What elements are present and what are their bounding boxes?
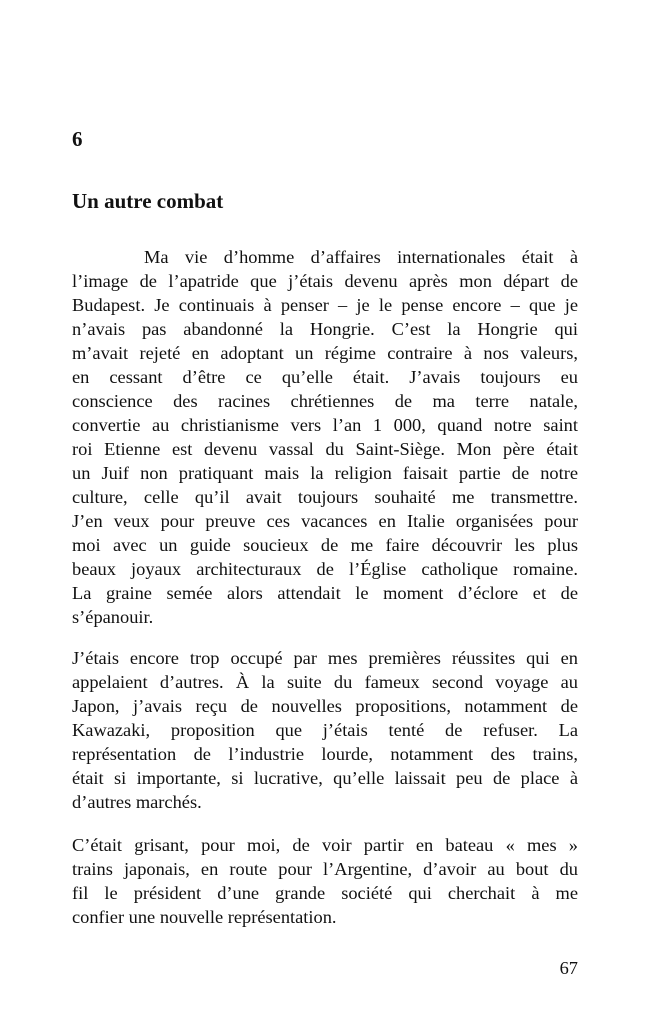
- paragraph-3: [72, 833, 578, 929]
- text-line: culture, celle qu’il avait toujours souhaité me transmettre.: [72, 487, 578, 507]
- text-line: confier une nouvelle représentation.: [72, 907, 337, 927]
- chapter-title: Un autre combat: [72, 189, 224, 213]
- text-line: en cessant d’être ce qu’elle était. J’avais toujours eu: [72, 367, 578, 387]
- text-line: La graine semée alors attendait le moment d’éclore et de: [72, 583, 578, 603]
- text-line: appelaient d’autres. À la suite du fameux second voyage au: [72, 672, 578, 692]
- text-line: Kawazaki, proposition que j’étais tenté de refuser. La: [72, 720, 578, 740]
- text-line: l’image de l’apatride que j’étais devenu après mon départ de: [72, 271, 578, 291]
- paragraph-2: [72, 646, 578, 814]
- text-line: roi Etienne est devenu vassal du Saint-Siège. Mon père était: [72, 439, 578, 459]
- text-line: représentation de l’industrie lourde, notamment des trains,: [72, 744, 578, 764]
- text-line: Ma vie d’homme d’affaires internationales était à: [144, 247, 578, 267]
- chapter-number: 6: [72, 127, 83, 151]
- text-line: d’autres marchés.: [72, 792, 202, 812]
- paragraph-1: [72, 245, 578, 629]
- text-line: C’était grisant, pour moi, de voir partir en bateau « mes »: [72, 835, 578, 855]
- text-line: conscience des racines chrétiennes de ma terre natale,: [72, 391, 578, 411]
- text-line: n’avais pas abandonné la Hongrie. C’est la Hongrie qui: [72, 319, 578, 339]
- text-line: J’étais encore trop occupé par mes premières réussites qui en: [72, 648, 578, 668]
- text-line: s’épanouir.: [72, 607, 154, 627]
- text-line: trains japonais, en route pour l’Argentine, d’avoir au bout du: [72, 859, 578, 879]
- text-line: était si importante, si lucrative, qu’elle laissait peu de place à: [72, 768, 578, 788]
- text-line: convertie au christianisme vers l’an 1 000, quand notre saint: [72, 415, 578, 435]
- text-line: beaux joyaux architecturaux de l’Église catholique romaine.: [72, 559, 578, 579]
- text-line: J’en veux pour preuve ces vacances en Italie organisées pour: [72, 511, 578, 531]
- text-line: un Juif non pratiquant mais la religion faisait partie de notre: [72, 463, 578, 483]
- page-number: 67: [559, 958, 578, 978]
- text-line: Budapest. Je continuais à penser – je le pense encore – que je: [72, 295, 578, 315]
- text-line: Japon, j’avais reçu de nouvelles propositions, notamment de: [72, 696, 578, 716]
- text-line: moi avec un guide soucieux de me faire découvrir les plus: [72, 535, 578, 555]
- text-line: m’avait rejeté en adoptant un régime contraire à nos valeurs,: [72, 343, 578, 363]
- text-line: fil le président d’une grande société qui cherchait à me: [72, 883, 578, 903]
